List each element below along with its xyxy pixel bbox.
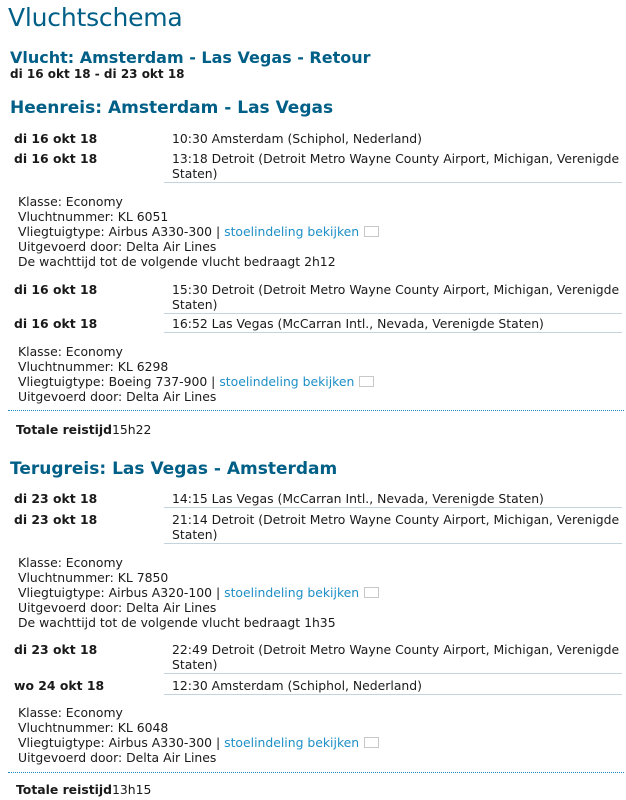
arrival-date: di 23 okt 18	[14, 512, 98, 527]
arrival-date: di 16 okt 18	[14, 316, 98, 331]
page-title: Vluchtschema	[8, 3, 183, 32]
arrival-info: 21:14 Detroit (Detroit Metro Wayne County Airport, Michigan, Verenigde Staten)	[164, 512, 622, 544]
arrival-date: wo 24 okt 18	[14, 678, 105, 693]
flight-class: Klasse: Economy	[18, 194, 123, 209]
departure-date: di 16 okt 18	[14, 131, 98, 146]
aircraft-type-line	[18, 585, 618, 600]
departure-info: 15:30 Detroit (Detroit Metro Wayne County Airport, Michigan, Verenigde Staten)	[164, 282, 622, 314]
arrival-info: 12:30 Amsterdam (Schiphol, Nederland)	[164, 678, 622, 695]
flight-details	[18, 705, 618, 765]
flight-number: Vluchtnummer: KL 6048	[18, 720, 169, 735]
return-title: Terugreis: Las Vegas - Amsterdam	[10, 459, 338, 479]
flight-details	[18, 344, 618, 404]
seat-map-link[interactable]: stoelindeling bekijken	[224, 585, 360, 600]
departure-info: 22:49 Detroit (Detroit Metro Wayne County Airport, Michigan, Verenigde Staten)	[164, 642, 622, 674]
departure-date: di 23 okt 18	[14, 642, 98, 657]
trip-title: Vlucht: Amsterdam - Las Vegas - Retour	[10, 48, 371, 67]
external-window-icon[interactable]	[364, 226, 379, 237]
aircraft-type: Vliegtuigtype: Airbus A330-300 |	[18, 224, 221, 239]
outbound-title: Heenreis: Amsterdam - Las Vegas	[10, 98, 334, 118]
trip-dates: di 16 okt 18 - di 23 okt 18	[10, 67, 185, 81]
total-travel-time-label: Totale reistijd	[16, 422, 112, 437]
aircraft-type: Vliegtuigtype: Boeing 737-900 |	[18, 374, 216, 389]
aircraft-type: Vliegtuigtype: Airbus A330-300 |	[18, 735, 221, 750]
flight-number: Vluchtnummer: KL 6298	[18, 359, 169, 374]
flight-details	[18, 194, 618, 269]
departure-info: 14:15 Las Vegas (McCarran Intl., Nevada, Verenigde Staten)	[164, 491, 622, 508]
aircraft-type-line	[18, 374, 618, 389]
total-travel-time	[16, 782, 151, 797]
layover-notice: De wachttijd tot de volgende vlucht bedraagt 2h12	[18, 254, 336, 269]
layover-notice: De wachttijd tot de volgende vlucht bedraagt 1h35	[18, 615, 336, 630]
operated-by: Uitgevoerd door: Delta Air Lines	[18, 239, 217, 254]
aircraft-type-line	[18, 735, 618, 750]
external-window-icon[interactable]	[364, 587, 379, 598]
section-divider	[8, 410, 624, 411]
flight-class: Klasse: Economy	[18, 705, 123, 720]
departure-date: di 16 okt 18	[14, 282, 98, 297]
total-travel-time-label: Totale reistijd	[16, 782, 112, 797]
arrival-info: 13:18 Detroit (Detroit Metro Wayne County Airport, Michigan, Verenigde Staten)	[164, 151, 622, 183]
seat-map-link[interactable]: stoelindeling bekijken	[219, 374, 355, 389]
flight-number: Vluchtnummer: KL 7850	[18, 570, 169, 585]
aircraft-type: Vliegtuigtype: Airbus A320-100 |	[18, 585, 221, 600]
section-divider	[8, 772, 624, 773]
flight-class: Klasse: Economy	[18, 344, 123, 359]
external-window-icon[interactable]	[359, 376, 374, 387]
aircraft-type-line	[18, 224, 618, 239]
total-travel-time	[16, 422, 151, 437]
departure-info: 10:30 Amsterdam (Schiphol, Nederland)	[172, 131, 422, 146]
seat-map-link[interactable]: stoelindeling bekijken	[224, 224, 360, 239]
external-window-icon[interactable]	[364, 737, 379, 748]
flight-number: Vluchtnummer: KL 6051	[18, 209, 169, 224]
arrival-info: 16:52 Las Vegas (McCarran Intl., Nevada, Verenigde Staten)	[164, 316, 622, 333]
operated-by: Uitgevoerd door: Delta Air Lines	[18, 389, 217, 404]
seat-map-link[interactable]: stoelindeling bekijken	[224, 735, 360, 750]
total-travel-time-value: 13h15	[112, 782, 152, 797]
operated-by: Uitgevoerd door: Delta Air Lines	[18, 600, 217, 615]
total-travel-time-value: 15h22	[112, 422, 152, 437]
arrival-date: di 16 okt 18	[14, 151, 98, 166]
flight-details	[18, 555, 618, 630]
flight-class: Klasse: Economy	[18, 555, 123, 570]
operated-by: Uitgevoerd door: Delta Air Lines	[18, 750, 217, 765]
departure-date: di 23 okt 18	[14, 491, 98, 506]
